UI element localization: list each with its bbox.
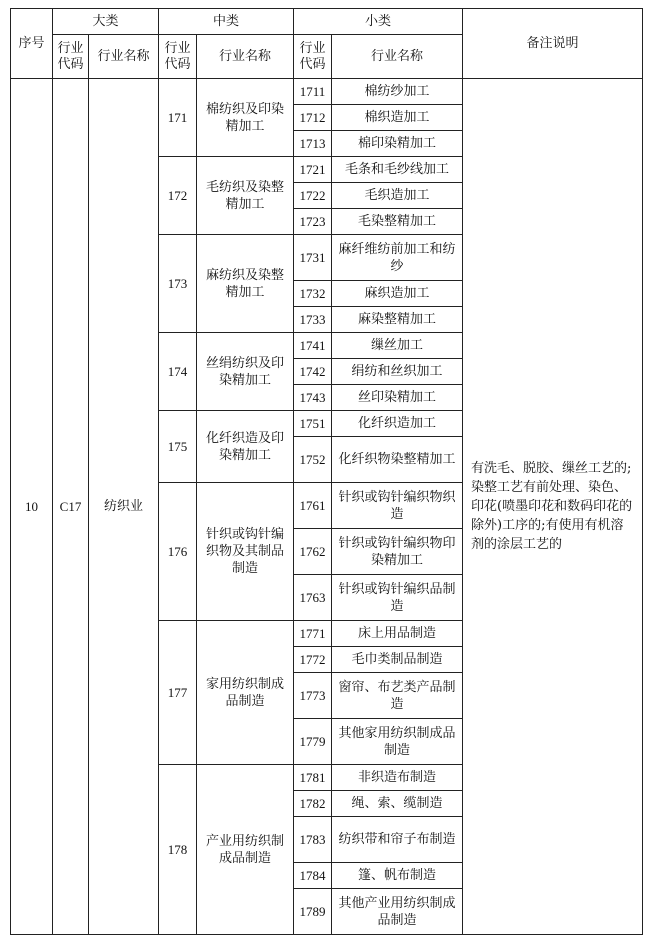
middle-code-header: 行业代码 — [159, 35, 197, 79]
table-row — [11, 79, 643, 105]
middle-code-cell: 178 — [159, 765, 197, 935]
middle-name-cell: 棉纺织及印染精加工 — [197, 79, 294, 157]
minor-code-cell: 1761 — [294, 483, 332, 529]
minor-name-cell: 针织或钩针编织品制造 — [332, 575, 463, 621]
minor-name-cell: 窗帘、布艺类产品制造 — [332, 673, 463, 719]
middle-name-cell: 产业用纺织制成品制造 — [197, 765, 294, 935]
middle-name-header: 行业名称 — [197, 35, 294, 79]
minor-name-cell: 毛织造加工 — [332, 183, 463, 209]
minor-code-cell: 1781 — [294, 765, 332, 791]
minor-code-cell: 1779 — [294, 719, 332, 765]
minor-name-cell: 化纤织造加工 — [332, 411, 463, 437]
middle-code-cell: 171 — [159, 79, 197, 157]
minor-name-cell: 化纤织物染整精加工 — [332, 437, 463, 483]
middle-code-cell: 175 — [159, 411, 197, 483]
middle-name-cell: 丝绢纺织及印染精加工 — [197, 333, 294, 411]
major-code-cell: C17 — [53, 79, 89, 935]
minor-name-cell: 毛巾类制品制造 — [332, 647, 463, 673]
minor-name-cell: 其他家用纺织制成品制造 — [332, 719, 463, 765]
minor-header: 小类 — [294, 9, 463, 35]
minor-code-cell: 1742 — [294, 359, 332, 385]
middle-name-cell: 毛纺织及染整精加工 — [197, 157, 294, 235]
seq-header: 序号 — [11, 9, 53, 79]
minor-code-cell: 1752 — [294, 437, 332, 483]
minor-code-cell: 1722 — [294, 183, 332, 209]
remark-cell: 有洗毛、脱胶、缫丝工艺的;染整工艺有前处理、染色、印花(喷墨印花和数码印花的除外)工序的;有使用有机溶剂的涂层工艺的 — [463, 79, 643, 935]
middle-code-cell: 174 — [159, 333, 197, 411]
remark-header: 备注说明 — [463, 9, 643, 79]
minor-code-cell: 1711 — [294, 79, 332, 105]
minor-name-cell: 绢纺和丝织加工 — [332, 359, 463, 385]
minor-code-cell: 1751 — [294, 411, 332, 437]
industry-classification-table — [10, 8, 643, 935]
minor-code-cell: 1763 — [294, 575, 332, 621]
middle-header: 中类 — [159, 9, 294, 35]
minor-code-cell: 1712 — [294, 105, 332, 131]
minor-name-cell: 缫丝加工 — [332, 333, 463, 359]
minor-code-cell: 1783 — [294, 817, 332, 863]
minor-code-cell: 1732 — [294, 281, 332, 307]
major-code-header: 行业代码 — [53, 35, 89, 79]
minor-code-cell: 1743 — [294, 385, 332, 411]
minor-code-cell: 1741 — [294, 333, 332, 359]
minor-code-cell: 1789 — [294, 889, 332, 935]
minor-name-cell: 床上用品制造 — [332, 621, 463, 647]
minor-code-cell: 1771 — [294, 621, 332, 647]
middle-code-cell: 177 — [159, 621, 197, 765]
minor-name-cell: 麻织造加工 — [332, 281, 463, 307]
major-name-header: 行业名称 — [89, 35, 159, 79]
minor-name-cell: 针织或钩针编织物印染精加工 — [332, 529, 463, 575]
minor-name-cell: 棉纺纱加工 — [332, 79, 463, 105]
major-name-cell: 纺织业 — [89, 79, 159, 935]
middle-code-cell: 172 — [159, 157, 197, 235]
minor-name-cell: 棉织造加工 — [332, 105, 463, 131]
minor-name-cell: 麻染整精加工 — [332, 307, 463, 333]
minor-name-cell: 毛条和毛纱线加工 — [332, 157, 463, 183]
minor-name-cell: 针织或钩针编织物织造 — [332, 483, 463, 529]
minor-name-cell: 非织造布制造 — [332, 765, 463, 791]
minor-name-cell: 毛染整精加工 — [332, 209, 463, 235]
minor-code-cell: 1723 — [294, 209, 332, 235]
minor-name-cell: 篷、帆布制造 — [332, 863, 463, 889]
middle-code-cell: 173 — [159, 235, 197, 333]
minor-code-cell: 1762 — [294, 529, 332, 575]
middle-name-cell: 针织或钩针编织物及其制品制造 — [197, 483, 294, 621]
middle-code-cell: 176 — [159, 483, 197, 621]
minor-code-cell: 1772 — [294, 647, 332, 673]
minor-code-cell: 1773 — [294, 673, 332, 719]
header-row-1 — [11, 9, 643, 35]
minor-name-cell: 棉印染精加工 — [332, 131, 463, 157]
major-header: 大类 — [53, 9, 159, 35]
middle-name-cell: 家用纺织制成品制造 — [197, 621, 294, 765]
minor-name-header: 行业名称 — [332, 35, 463, 79]
minor-code-header: 行业代码 — [294, 35, 332, 79]
minor-code-cell: 1713 — [294, 131, 332, 157]
minor-code-cell: 1731 — [294, 235, 332, 281]
seq-cell: 10 — [11, 79, 53, 935]
minor-code-cell: 1782 — [294, 791, 332, 817]
minor-name-cell: 其他产业用纺织制成品制造 — [332, 889, 463, 935]
minor-name-cell: 纺织带和帘子布制造 — [332, 817, 463, 863]
minor-code-cell: 1721 — [294, 157, 332, 183]
minor-name-cell: 绳、索、缆制造 — [332, 791, 463, 817]
middle-name-cell: 麻纺织及染整精加工 — [197, 235, 294, 333]
minor-name-cell: 丝印染精加工 — [332, 385, 463, 411]
minor-code-cell: 1784 — [294, 863, 332, 889]
minor-code-cell: 1733 — [294, 307, 332, 333]
minor-name-cell: 麻纤维纺前加工和纺纱 — [332, 235, 463, 281]
middle-name-cell: 化纤织造及印染精加工 — [197, 411, 294, 483]
